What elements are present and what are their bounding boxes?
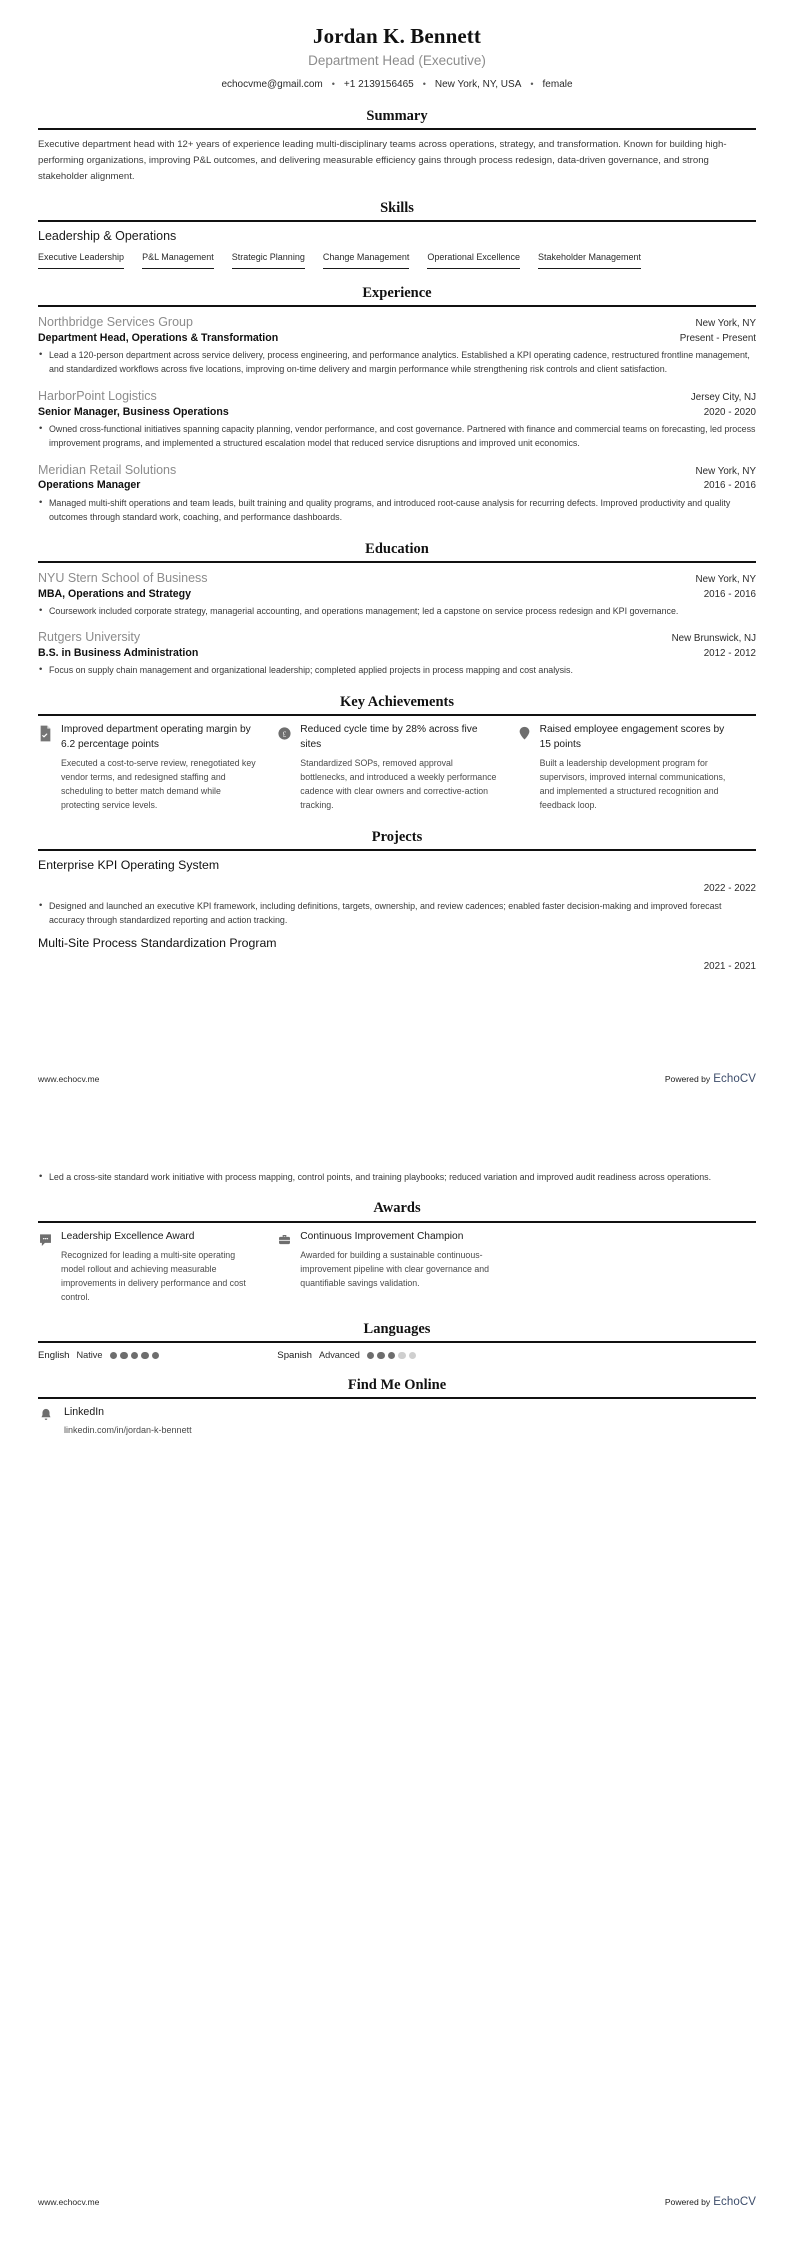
award-card bbox=[38, 1230, 277, 1305]
key-achievement-title: Raised employee engagement scores by 15 points bbox=[539, 724, 725, 750]
key-achievement-title: Improved department operating margin by 6.2 percentage points bbox=[61, 724, 251, 750]
experience-dates: 2016 - 2016 bbox=[703, 480, 756, 492]
pound-coin-icon bbox=[277, 725, 292, 742]
online-profile-url[interactable]: linkedin.com/in/jordan-k-bennett bbox=[64, 1425, 192, 1436]
award-list bbox=[38, 1230, 756, 1305]
project-name: Multi-Site Process Standardization Program bbox=[38, 936, 277, 951]
language-name: Spanish bbox=[277, 1349, 312, 1361]
page-footer bbox=[38, 2196, 756, 2208]
dot bbox=[367, 1352, 375, 1360]
section-title-education: Education bbox=[365, 540, 429, 557]
award-title: Continuous Improvement Champion bbox=[300, 1230, 464, 1242]
project-dates: 2022 - 2022 bbox=[703, 882, 756, 894]
language-proficiency-dots bbox=[110, 1352, 160, 1360]
section-title-summary: Summary bbox=[366, 108, 428, 125]
section-title-awards: Awards bbox=[373, 1200, 421, 1217]
footer-powered-label: Powered by bbox=[664, 1074, 711, 1084]
experience-location: New York, NY bbox=[695, 465, 756, 477]
bullet-item: • Coursework included corporate strategy, managerial accounting, and operations management; led a capstone on service process redesign and KPI governance. bbox=[38, 604, 756, 618]
experience-job-title: Department Head, Operations & Transformation bbox=[38, 331, 279, 344]
education-dates: 2012 - 2012 bbox=[703, 648, 756, 660]
key-achievement-title: Reduced cycle time by 28% across five sites bbox=[300, 724, 478, 750]
speech-bubble-icon bbox=[38, 1232, 53, 1249]
award-title: Leadership Excellence Award bbox=[61, 1230, 195, 1242]
page-footer bbox=[38, 1073, 756, 1085]
key-achievement-list bbox=[38, 723, 756, 812]
section-divider bbox=[38, 305, 756, 307]
footer-powered-label: Powered by bbox=[664, 2197, 711, 2207]
experience-bullets bbox=[38, 496, 756, 525]
key-achievement-description: Built a leadership development program for supervisors, improved internal communications, and implemented a structured recognition and feedback loop. bbox=[539, 758, 726, 811]
experience-job-title: Operations Manager bbox=[38, 479, 141, 492]
footer-site-url[interactable]: www.echocv.me bbox=[38, 2197, 100, 2207]
dot bbox=[388, 1352, 396, 1360]
section-title-languages: Languages bbox=[363, 1320, 431, 1337]
award-card bbox=[277, 1230, 516, 1305]
award-description: Recognized for leading a multi-site operating model rollout and achieving measurable improvements in delivery performance and cost control. bbox=[61, 1250, 246, 1303]
experience-organization: Northbridge Services Group bbox=[38, 314, 193, 329]
section-divider bbox=[38, 128, 756, 130]
candidate-role: Department Head (Executive) bbox=[308, 53, 486, 69]
dot bbox=[131, 1352, 139, 1360]
candidate-name: Jordan K. Bennett bbox=[313, 24, 481, 48]
section-summary bbox=[38, 108, 756, 184]
education-degree: MBA, Operations and Strategy bbox=[38, 587, 192, 600]
bullet-item: • Owned cross-functional initiatives spanning capacity planning, vendor performance, and cost governance. Partnered with finance and commercial teams on forecasting, led process improvement programs, and implemented a structured escalation model that reduced service disruptions and improved unit economics. bbox=[38, 422, 756, 451]
svg-text:£: £ bbox=[282, 730, 287, 739]
resume-header bbox=[38, 0, 756, 92]
language-level: Native bbox=[76, 1350, 103, 1361]
dot bbox=[152, 1352, 160, 1360]
dot bbox=[377, 1352, 385, 1360]
skill-group-title: Leadership & Operations bbox=[38, 229, 177, 244]
award-description: Awarded for building a sustainable continuous-improvement pipeline with clear governance and quantifiable savings validation. bbox=[300, 1250, 490, 1289]
section-title-projects: Projects bbox=[371, 828, 423, 845]
contact-phone[interactable]: +1 2139156465 bbox=[343, 79, 414, 91]
skill-chip: Operational Excellence bbox=[427, 251, 520, 268]
dot bbox=[398, 1352, 406, 1360]
experience-location: Jersey City, NJ bbox=[690, 391, 756, 403]
project-continuation bbox=[38, 1123, 756, 1184]
online-profile-label: LinkedIn bbox=[64, 1406, 105, 1419]
experience-dates: 2020 - 2020 bbox=[703, 406, 756, 418]
education-school: NYU Stern School of Business bbox=[38, 570, 208, 585]
project-dates: 2021 - 2021 bbox=[703, 961, 756, 973]
briefcase-icon bbox=[277, 1232, 292, 1249]
language-name: English bbox=[38, 1349, 70, 1361]
experience-organization: HarborPoint Logistics bbox=[38, 388, 157, 403]
language-list bbox=[38, 1350, 756, 1361]
language-proficiency-dots bbox=[367, 1352, 417, 1360]
contact-separator-icon: • bbox=[331, 78, 335, 89]
bullet-item: • Managed multi-shift operations and team leads, built training and quality programs, and introduced root-cause analysis for recurring defects. Improved productivity and quality outcomes through standard work, coaching, and performance dashboards. bbox=[38, 496, 756, 525]
online-profile-item[interactable] bbox=[38, 1406, 756, 1436]
experience-dates: Present - Present bbox=[679, 332, 756, 344]
contact-separator-icon: • bbox=[530, 78, 534, 89]
experience-bullets bbox=[38, 422, 756, 451]
dot bbox=[110, 1352, 118, 1360]
experience-bullets bbox=[38, 348, 756, 377]
education-dates: 2016 - 2016 bbox=[703, 588, 756, 600]
experience-job-title: Senior Manager, Business Operations bbox=[38, 405, 229, 418]
section-awards bbox=[38, 1200, 756, 1304]
key-achievement-card bbox=[517, 723, 756, 812]
section-title-key-achievements: Key Achievements bbox=[340, 693, 454, 710]
section-experience bbox=[38, 285, 756, 525]
contact-separator-icon: • bbox=[422, 78, 426, 89]
section-find-me-online bbox=[38, 1377, 756, 1437]
section-divider bbox=[38, 561, 756, 563]
document-check-icon bbox=[38, 725, 53, 742]
section-projects bbox=[38, 829, 756, 975]
education-entry bbox=[38, 570, 756, 618]
section-divider bbox=[38, 1397, 756, 1399]
key-achievement-card bbox=[277, 723, 516, 812]
education-school: Rutgers University bbox=[38, 630, 141, 645]
experience-organization: Meridian Retail Solutions bbox=[38, 462, 177, 477]
education-degree: B.S. in Business Administration bbox=[38, 647, 199, 660]
summary-text: Executive department head with 12+ years of experience leading multi-disciplinary teams across operations, strategy, and transformation. Known for building high-performing organizations, improving P&L outcomes, and delivering measurable efficiency gains through process redesign, data-driven governance, and strong stakeholder alignment. bbox=[38, 139, 727, 182]
contact-location: New York, NY, USA bbox=[434, 79, 522, 91]
skill-chip: Strategic Planning bbox=[232, 251, 305, 268]
skill-chip: Executive Leadership bbox=[38, 251, 124, 268]
project-bullets bbox=[38, 899, 756, 928]
experience-entry bbox=[38, 462, 756, 525]
education-location: New Brunswick, NJ bbox=[671, 633, 756, 645]
section-divider bbox=[38, 220, 756, 222]
bell-icon bbox=[38, 1407, 54, 1425]
map-pin-icon bbox=[517, 725, 532, 742]
key-achievement-description: Executed a cost-to-serve review, renegotiated key vendor terms, and redesigned staffing and scheduling to better match demand while protecting service levels. bbox=[61, 758, 256, 811]
section-key-achievements bbox=[38, 694, 756, 813]
section-education bbox=[38, 541, 756, 678]
footer-powered-by bbox=[665, 1073, 756, 1085]
section-divider bbox=[38, 1221, 756, 1223]
project-name: Enterprise KPI Operating System bbox=[38, 857, 220, 872]
section-skills bbox=[38, 200, 756, 269]
language-item bbox=[277, 1350, 516, 1361]
footer-site-url[interactable]: www.echocv.me bbox=[38, 1074, 100, 1084]
skill-list bbox=[38, 251, 756, 268]
section-title-find-me-online: Find Me Online bbox=[347, 1376, 447, 1393]
dot bbox=[141, 1352, 149, 1360]
education-location: New York, NY bbox=[695, 573, 756, 585]
education-entry bbox=[38, 629, 756, 677]
project-bullets bbox=[38, 1170, 756, 1184]
resume-page-2 bbox=[0, 1123, 794, 2246]
key-achievement-description: Standardized SOPs, removed approval bottlenecks, and introduced a weekly performance cadence with clear owners and corrective-action tracking. bbox=[300, 758, 497, 811]
education-bullets bbox=[38, 604, 756, 618]
contact-gender: female bbox=[542, 79, 573, 91]
section-title-experience: Experience bbox=[362, 284, 432, 301]
bullet-item: • Designed and launched an executive KPI framework, including definitions, targets, ownership, and review cadences; enabled faster decision-making and improved forecast accuracy through standardized reporting and action tracking. bbox=[38, 899, 756, 928]
education-bullets bbox=[38, 663, 756, 677]
bullet-item: • Led a cross-site standard work initiative with process mapping, control points, and training playbooks; reduced variation and improved audit readiness across operations. bbox=[38, 1170, 756, 1184]
section-divider bbox=[38, 714, 756, 716]
bullet-item: • Lead a 120-person department across service delivery, process engineering, and performance analytics. Established a KPI operating cadence, restructured frontline management, and standardized workflows across five locations, improving on-time delivery and margin performance while strengthening risk controls and client satisfaction. bbox=[38, 348, 756, 377]
language-item bbox=[38, 1350, 277, 1361]
project-entry bbox=[38, 936, 756, 974]
language-level: Advanced bbox=[318, 1350, 360, 1361]
section-languages bbox=[38, 1321, 756, 1361]
skill-chip: Change Management bbox=[323, 251, 410, 268]
bullet-item: • Focus on supply chain management and organizational leadership; completed applied projects in process mapping and cost analysis. bbox=[38, 663, 756, 677]
project-entry bbox=[38, 858, 756, 928]
footer-brand-name: EchoCV bbox=[713, 1073, 756, 1085]
key-achievement-card bbox=[38, 723, 277, 812]
footer-powered-by bbox=[665, 2196, 756, 2208]
skill-chip: P&L Management bbox=[142, 251, 214, 268]
experience-entry bbox=[38, 314, 756, 377]
skill-chip: Stakeholder Management bbox=[538, 251, 641, 268]
section-title-skills: Skills bbox=[380, 200, 414, 217]
dot bbox=[409, 1352, 417, 1360]
experience-entry bbox=[38, 388, 756, 451]
section-divider bbox=[38, 1341, 756, 1343]
footer-brand-name: EchoCV bbox=[713, 2196, 756, 2208]
contact-email[interactable]: echocvme@gmail.com bbox=[221, 79, 323, 91]
experience-location: New York, NY bbox=[695, 317, 756, 329]
contact-line bbox=[38, 78, 756, 92]
section-divider bbox=[38, 849, 756, 851]
dot bbox=[120, 1352, 128, 1360]
